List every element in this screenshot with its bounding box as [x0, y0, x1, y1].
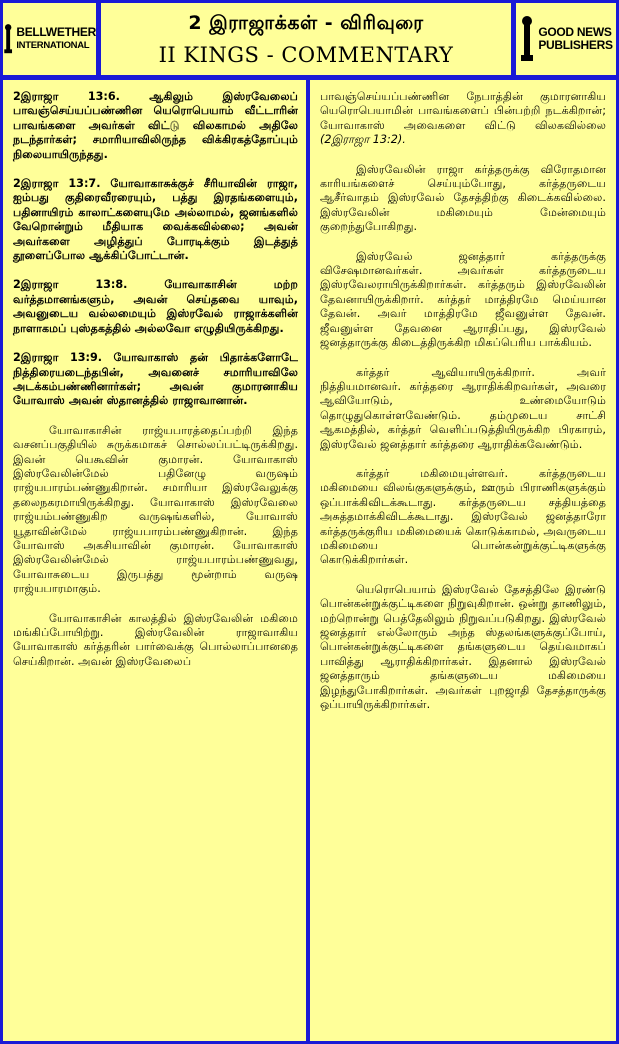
title-box	[101, 3, 511, 75]
commentary-paragraph	[320, 90, 606, 148]
sheep-icon	[3, 15, 13, 63]
sheep-icon	[519, 15, 535, 63]
commentary-paragraph: யோவாகாசின் காலத்தில் இஸ்ரவேலின் மகிமை மங்கிப்போயிற்று. இஸ்ரவேலின் ராஜாவாகிய யோவாகாஸ் கர்த்தரின் பார்வைக்கு பொல்லாப்பானதை செய்கிறான். அவன் இஸ்ரவேலைப்	[13, 611, 298, 668]
logo-right-text	[538, 26, 612, 52]
page-title-tamil: 2 இராஜாக்கள் - விரிவுரை	[188, 12, 424, 34]
logo-left-line2: INTERNATIONAL	[16, 40, 90, 51]
logo-right-line1: GOOD NEWS	[538, 25, 612, 39]
commentary-paragraph: யோவாகாசின் ராஜ்யபாரத்தைப்பற்றி இந்த வசனப்பகுதியில் சுருக்கமாகச் சொல்லப்பட்டிருக்கிறது. இவன் யெகூவின் குமாரன். யோவாகாஸ் இஸ்ரவேலின்மேல் பதினேழு வருஷம் ராஜ்யபாரம்பண்ணுகிறான். சமாரியா இஸ்ரவேலுக்கு தலைநகரமாயிருக்கிறது. யோவாகாஸ் இஸ்ரவேலை ராஜ்யம்பண்ணுகிற வருஷங்களில், யோவாஸ் யூதாவின்மேல் ராஜ்யபாரம்பண்ணுகிறான். இந்த யோவாஸ் அகசியாவின் குமாரன். யோவாகாஸ் இஸ்ரவேலின்மேல் ராஜ்யபாரம்பண்ணுவது, யோவாசுடைய இருபத்து மூன்றாம் வருஷ ராஜ்யபாரமாகும்.	[13, 423, 298, 596]
commentary-paragraph: கர்த்தர் மகிமையுள்ளவர். கர்த்தருடைய மகிமையை விலங்குகளுக்கும், ஊரும் பிராணிகளுக்கும் ஒப்பாக்கிவிடக்கூடாது. கர்த்தருடைய சத்தியத்தை அசுத்தமாக்கிவிடக்கூடாது. இஸ்ரவேல் ஜனத்தாரோ கர்த்தருக்குரிய மகிமையைக் கொடுக்காமல், அவருடைய மகிமையை பொன்கன்றுக்குட்டிகளுக்கு கொடுக்கிறார்கள்.	[320, 466, 606, 567]
logo-right-line2: PUBLISHERS	[538, 38, 613, 52]
logo-left-line1: BELLWETHER	[16, 25, 96, 39]
right-column	[310, 80, 616, 1041]
commentary-paragraph: கர்த்தர் ஆவியாயிருக்கிறார். அவர் நித்தியமானவர். கர்த்தரை ஆராதிக்கிறவர்கள், அவரை ஆவியோடும், உண்மையோடும் தொழுதுகொள்ளவேண்டும். தம்முடைய சாட்சி ஆகமத்தில், கர்த்தர் வெளிப்படுத்தியிருக்கிற பிரகாரம், இஸ்ரவேல் ஜனத்தார் கர்த்தரை ஆராதிக்கவேண்டும்.	[320, 365, 606, 451]
verse-paragraph: 2இராஜா 13:9. யோவாகாஸ் தன் பிதாக்களோடே நித்திரையடைந்தபின், அவனைச் சமாரியாவிலே அடக்கம்பண்ணினார்கள்; அவன் குமாரனாகிய யோவாஸ் அவன் ஸ்தானத்தில் ராஜாவானான்.	[13, 351, 298, 408]
left-column	[3, 80, 306, 1041]
commentary-paragraph: இஸ்ரவேலின் ராஜா கர்த்தருக்கு விரோதமான காரியங்களைச் செய்யும்போது, கர்த்தருடைய ஆசீர்வாதம் இஸ்ரவேல் தேசத்திற்கு கிடைக்கவில்லை. இஸ்ரவேலின் மகிமையும் மேன்மையும் குறைந்துபோகிறது.	[320, 162, 606, 234]
paragraph-text: பாவஞ்செய்யப்பண்ணின நேபாத்தின் குமாரனாகிய யெரொபெயாமின் பாவங்களைப் பின்பற்றி நடக்கிறான்; யோவாகாஸ் அவைகளை விட்டு விலகவில்லை	[320, 90, 606, 132]
scripture-reference: (2இராஜா 13:2).	[320, 133, 406, 147]
verse-paragraph: 2இராஜா 13:7. யோவாகாசுக்குச் சீரியாவின் ராஜா, ஐம்பது குதிரைவீரரையும், பத்து இரதங்களையும், பதினாயிரம் காலாட்களையுமே அல்லாமல், ஜனங்களில் வேறொன்றும் மீதியாக வைக்கவில்லை; அவன் அவர்களை அழித்துப் போரடிக்கும் இடத்துத் தூளைப்போல ஆக்கிப்போட்டான்.	[13, 177, 298, 263]
commentary-paragraph: யெரொபெயாம் இஸ்ரவேல் தேசத்திலே இரண்டு பொன்கன்றுக்குட்டிகளை நிறுவுகிறான். ஒன்று தாணிலும், மற்றொன்று பெத்தேலிலும் நிறுவப்படுகிறது. இஸ்ரவேல் ஜனத்தார் எல்லோரும் அந்த ஸ்தலங்களுக்குப்போய், பொன்கன்றுக்குட்டிகளை தங்களுடைய தெய்வமாகப் பாவித்து ஆராதிக்கிறார்கள். இதனால் இஸ்ரவேல் ஜனத்தாரும் தங்களுடைய மகிமையை இழந்துபோகிறார்கள். அவர்கள் புறஜாதி தேசத்தாருக்கு ஒப்பாயிருக்கிறார்கள்.	[320, 582, 606, 712]
good-news-logo	[516, 3, 616, 75]
page-title-english: II KINGS - COMMENTARY	[158, 43, 454, 67]
verse-paragraph: 2இராஜா 13:6. ஆகிலும் இஸ்ரவேலைப் பாவஞ்செய்யப்பண்ணின யெரொபெயாம் வீட்டாரின் பாவங்களை அவர்கள் விட்டு விலகாமல் அதிலே நடந்தார்கள்; சமாரியாவிலிருந்த விக்கிரகத்தோப்பும் நிலையாயிருந்தது.	[13, 90, 298, 161]
verse-paragraph: 2இராஜா 13:8. யோவாகாசின் மற்ற வர்த்தமானங்களும், அவன் செய்தவை யாவும், அவனுடைய வல்லமையும் இஸ்ரவேல் ராஜாக்களின் நாளாகமப் புஸ்தகத்தில் அல்லவோ எழுதியிருக்கிறது.	[13, 278, 298, 335]
bellwether-logo	[3, 3, 96, 75]
commentary-paragraph: இஸ்ரவேல் ஜனத்தார் கர்த்தருக்கு விசேஷமானவர்கள். அவர்கள் கர்த்தருடைய இஸ்ரவேலராயிருக்கிறார்கள். கர்த்தரும் இஸ்ரவேலின் தேவனாயிருக்கிறார். கர்த்தர் மாத்திரமே மெய்யான தேவன். அவர் மாத்திரமே ஜீவனுள்ள தேவன். ஜீவனுள்ள தேவனை ஆராதிப்பது, இஸ்ரவேல் ஜனத்தாருக்கு கிடைத்திருக்கிற மிகப்பெரிய பாக்கியம்.	[320, 249, 606, 350]
logo-left-text	[16, 26, 96, 52]
